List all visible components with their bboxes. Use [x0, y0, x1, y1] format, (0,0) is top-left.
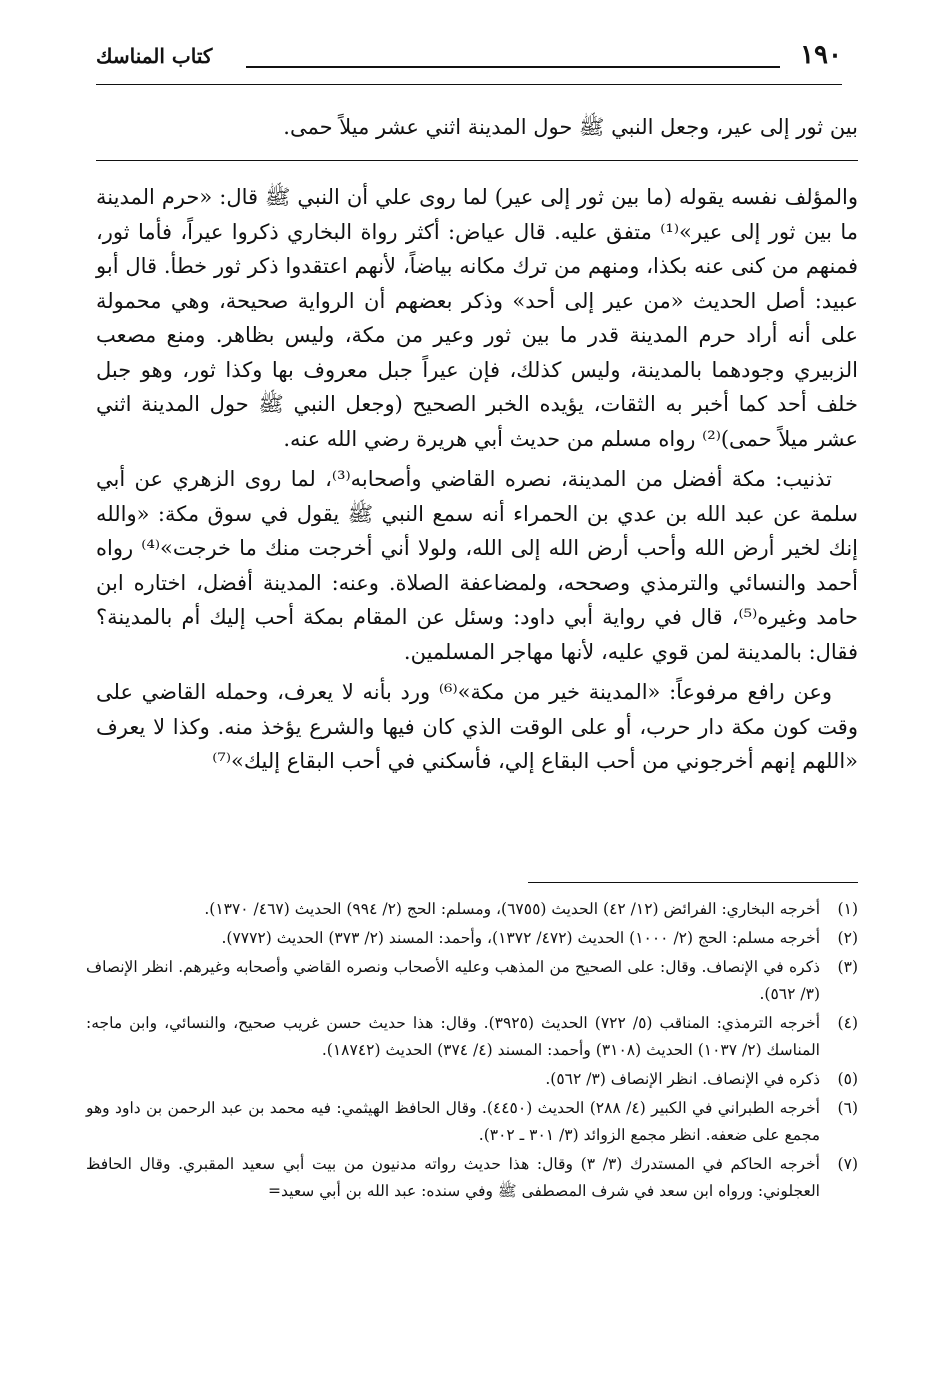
- footnote-number: (٥): [837, 1070, 858, 1088]
- paragraph: وعن رافع مرفوعاً: «المدينة خير من مكة»⁽⁶⁾ ورد بأنه لا يعرف، وحمله القاضي على وقت كون مكة دار حرب، أو على الوقت الذي كان فيها والشرع يؤخذ منه. وكذا لا يعرف «اللهم إنهم أخرجوني من أحب البقاع إلي، فأسكني في أحب البقاع إليك»⁽⁷⁾: [96, 680, 858, 773]
- footnote-text: أخرجه الترمذي: المناقب (٥/ ٧٢٢) الحديث (٣٩٢٥). وقال: هذا حديث حسن غريب صحيح، والنسائي، وابن ماجه: المناسك (٢/ ١٠٣٧) الحديث (٣١٠٨) وأحمد: المسند (٤/ ٣٧٤) الحديث (١٨٧٤٢).: [86, 1014, 821, 1059]
- carry-over-text: بين ثور إلى عير، وجعل النبي ﷺ حول المدينة اثني عشر ميلاً حمى.: [283, 115, 858, 139]
- book-title: كتاب المناسك: [96, 44, 213, 68]
- footnote-number: (٦): [837, 1099, 858, 1117]
- footnote-text: ذكره في الإنصاف. وقال: على الصحيح من المذهب وعليه الأصحاب ونصره القاضي وأصحابه وغيرهم. انظر الإنصاف (٣/ ٥٦٢).: [86, 958, 820, 1003]
- footnote-number: (٢): [837, 929, 858, 947]
- footnote: [86, 925, 858, 952]
- footnote: [86, 954, 858, 1008]
- page-number: ١٩٠: [800, 40, 842, 70]
- header-rule: [246, 66, 780, 68]
- running-head: [96, 40, 842, 80]
- footnote-number: (٤): [837, 1014, 858, 1032]
- footnote-number: (٧): [837, 1155, 858, 1173]
- main-body: [96, 180, 858, 785]
- footnote-text: أخرجه الطبراني في الكبير (٤/ ٢٨٨) الحديث (٤٤٥٠). وقال الحافظ الهيثمي: فيه محمد بن عبد الرحمن بن داود وهو مجمع على ضعفه. انظر مجمع الزوائد (٣/ ٣٠١ ـ ٣٠٢).: [86, 1099, 820, 1144]
- footnote: [86, 896, 858, 923]
- footnote-text: أخرجه مسلم: الحج (٢/ ١٠٠٠) الحديث (٤٧٢/ ١٣٧٢)، وأحمد: المسند (٢/ ٣٧٣) الحديث (٧٧٧٢).: [221, 929, 820, 947]
- footnote-text: ذكره في الإنصاف. انظر الإنصاف (٣/ ٥٦٢).: [545, 1070, 820, 1088]
- paragraph: والمؤلف نفسه يقوله (ما بين ثور إلى عير) لما روى علي أن النبي ﷺ قال: «حرم المدينة ما بين ثور إلى عير»⁽¹⁾ متفق عليه. قال عياض: أكثر رواة البخاري ذكروا عيراً، فأما ثور، فمنهم من كنى عنه بكذا، ومنهم من ترك مكانه بياضاً، لأنهم اعتقدوا ذكر ثور خطأ. قال أبو عبيد: أصل الحديث «من عير إلى أحد» وذكر بعضهم أن الرواية صحيحة، وهي محمولة على أنه أراد حرم المدينة قدر ما بين ثور وعير من مكة، وليس بظاهر. ومنع مصعب الزبيري وجودهما بالمدينة، وليس كذلك، فإن عيراً جبل معروف بها وكذا ثور، وهو جبل خلف أحد كما أخبر به الثقات، يؤيده الخبر الصحيح (وجعل النبي ﷺ حول المدينة اثني عشر ميلاً حمى)⁽²⁾ رواه مسلم من حديث أبي هريرة رضي الله عنه.: [96, 185, 858, 451]
- section-divider: [96, 160, 858, 161]
- paragraph: تذنيب: مكة أفضل من المدينة، نصره القاضي وأصحابه⁽³⁾، لما روى الزهري عن أبي سلمة عن عبد الله بن عدي بن الحمراء أنه سمع النبي ﷺ يقول في سوق مكة: «والله إنك لخير أرض الله وأحب أرض الله إلى الله، ولولا أني أخرجت منك ما خرجت»⁽⁴⁾ رواه أحمد والنسائي والترمذي وصححه، ولمضاعفة الصلاة. وعنه: المدينة أفضل، اختاره ابن حامد وغيره⁽⁵⁾، قال في رواية أبي داود: وسئل عن المقام بمكة أحب إليك أم بالمدينة؟ فقال: بالمدينة لمن قوي عليه، لأنها مهاجر المسلمين.: [96, 467, 859, 664]
- footnote-rule: [528, 882, 858, 883]
- footnotes: [86, 896, 858, 1207]
- header-underline: [96, 84, 842, 85]
- footnote: [86, 1151, 858, 1205]
- footnote-text: أخرجه الحاكم في المستدرك (٣/ ٣) وقال: هذا حديث رواته مدنيون من بيت أبي سعيد المقبري. وقال الحافظ العجلوني: ورواه ابن سعد في شرف المصطفى ﷺ وفي سنده: عبد الله بن أبي سعيد=: [86, 1155, 820, 1200]
- footnote: [86, 1095, 858, 1149]
- footnote-number: (١): [837, 900, 858, 918]
- footnote-text: أخرجه البخاري: الفرائض (١٢/ ٤٢) الحديث (٦٧٥٥)، ومسلم: الحج (٢/ ٩٩٤) الحديث (٤٦٧/ ١٣٧٠).: [204, 900, 820, 918]
- footnote-number: (٣): [837, 958, 858, 976]
- footnote: [86, 1066, 858, 1093]
- footnote: [86, 1010, 858, 1064]
